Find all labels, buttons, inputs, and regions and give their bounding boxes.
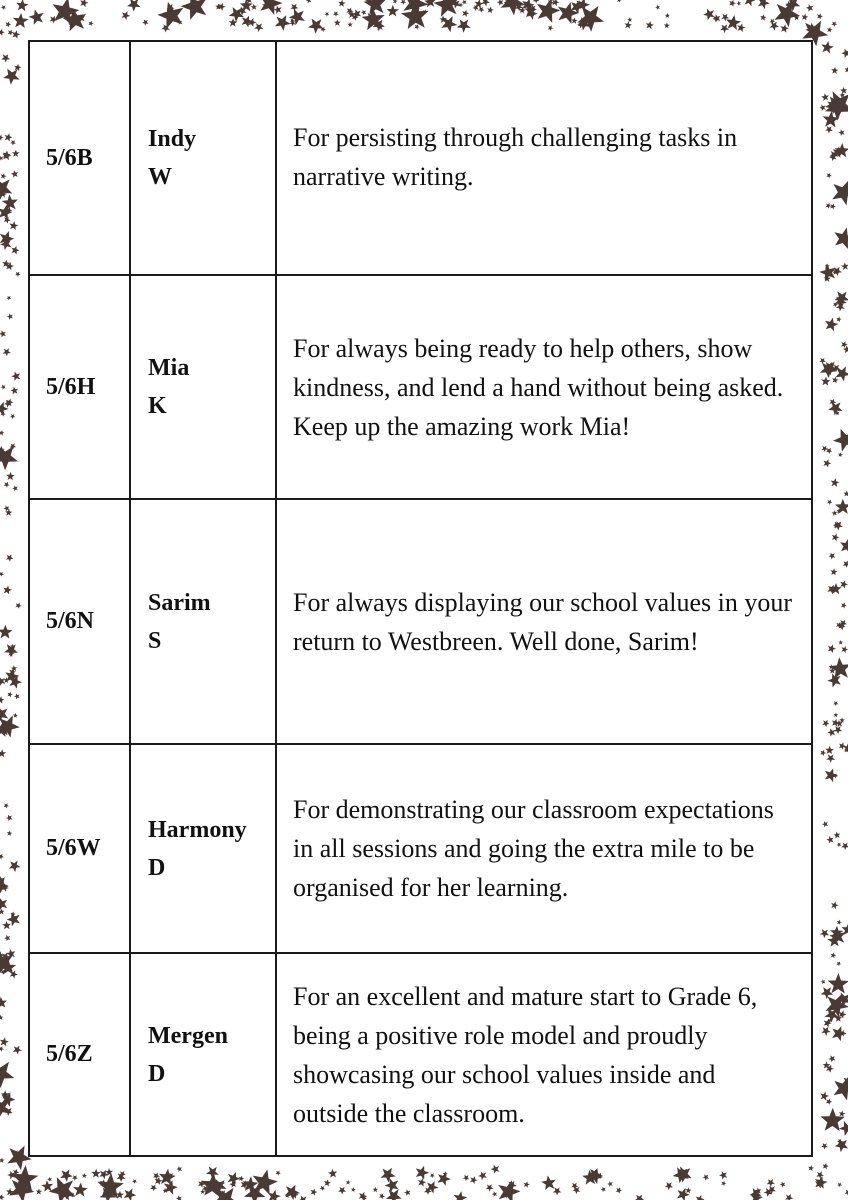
star-icon (0, 1015, 3, 1020)
star-icon (400, 0, 406, 5)
star-icon (1, 5, 6, 10)
star-icon (386, 1189, 402, 1200)
star-icon (324, 1179, 331, 1186)
star-icon (837, 1183, 842, 1188)
award-row (29, 499, 812, 744)
star-icon (10, 140, 16, 146)
award-row (29, 41, 812, 275)
star-icon (827, 673, 841, 687)
student-first-name: Mergen (148, 1022, 228, 1049)
star-icon (601, 1187, 606, 1192)
star-icon (820, 1092, 829, 1101)
star-icon (828, 1055, 835, 1062)
star-icon (41, 1180, 53, 1192)
star-icon (808, 1165, 814, 1171)
star-icon (833, 832, 840, 839)
star-icon (821, 41, 834, 54)
star-icon (290, 4, 298, 12)
star-icon (11, 246, 19, 255)
star-icon (311, 1189, 318, 1196)
student-name (130, 953, 276, 1156)
star-icon (373, 1187, 379, 1192)
star-icon (840, 538, 848, 553)
student-initial: D (148, 854, 166, 881)
star-icon (14, 64, 21, 71)
star-icon (839, 742, 846, 749)
star-icon (157, 2, 183, 29)
student-name (130, 744, 276, 953)
star-icon (0, 135, 4, 141)
star-icon (548, 25, 554, 31)
star-icon (0, 909, 4, 915)
star-icon (13, 13, 29, 28)
star-icon (837, 842, 842, 847)
star-icon (328, 1169, 337, 1178)
star-icon (6, 472, 15, 480)
star-icon (50, 16, 58, 24)
star-icon (3, 69, 20, 85)
star-icon (831, 952, 837, 958)
star-icon (463, 1175, 470, 1182)
star-icon (617, 0, 622, 3)
star-icon (486, 1184, 494, 1192)
star-icon (361, 10, 366, 16)
star-icon (825, 318, 838, 332)
star-icon (320, 1186, 325, 1191)
star-icon (481, 0, 490, 6)
star-icon (91, 1169, 100, 1178)
star-icon (821, 93, 829, 101)
star-icon (826, 754, 835, 763)
star-icon (0, 1062, 14, 1088)
star-icon (347, 22, 352, 27)
star-icon (150, 1185, 157, 1192)
class-code: 5/6N (29, 499, 130, 744)
star-icon (306, 0, 312, 3)
star-icon (664, 22, 670, 28)
star-icon (60, 1169, 73, 1181)
star-icon (780, 1182, 786, 1188)
star-icon (828, 644, 836, 653)
award-row (29, 953, 812, 1156)
star-icon (7, 692, 12, 698)
star-icon (821, 987, 834, 999)
star-icon (841, 602, 847, 608)
star-icon (0, 1046, 4, 1052)
star-icon (826, 836, 833, 844)
star-icon (346, 1180, 351, 1185)
star-icon (127, 0, 141, 12)
star-icon (573, 1187, 581, 1195)
class-code: 5/6W (29, 744, 130, 953)
star-icon (491, 1165, 500, 1174)
star-icon (6, 554, 14, 561)
star-icon (387, 5, 399, 17)
star-icon (478, 7, 484, 13)
star-icon (4, 803, 10, 809)
star-icon (414, 24, 420, 30)
student-initial: S (148, 627, 162, 654)
star-icon (0, 854, 4, 860)
star-icon (758, 0, 770, 9)
star-icon (285, 1185, 300, 1200)
star-icon (825, 126, 833, 134)
star-icon (6, 815, 12, 822)
star-icon (821, 1143, 828, 1150)
star-icon (828, 973, 848, 994)
star-icon (696, 1195, 705, 1200)
star-icon (1, 385, 6, 390)
star-icon (828, 402, 842, 416)
star-icon (829, 553, 836, 560)
star-icon (646, 21, 654, 29)
student-first-name: Sarim (148, 589, 211, 616)
star-icon (164, 1180, 178, 1194)
star-icon (10, 414, 16, 419)
star-icon (457, 19, 471, 32)
star-icon (7, 831, 13, 837)
star-icon (9, 221, 18, 230)
star-icon (0, 749, 6, 757)
star-icon (713, 14, 721, 22)
star-icon (571, 17, 577, 23)
star-icon (80, 0, 88, 7)
star-icon (744, 0, 755, 6)
star-icon (665, 13, 670, 18)
student-initial: K (148, 393, 167, 419)
star-icon (720, 24, 729, 33)
class-code: 5/6B (29, 41, 130, 275)
star-icon (0, 572, 4, 577)
star-icon (12, 150, 20, 157)
star-icon (820, 1108, 844, 1131)
star-icon (806, 4, 813, 12)
star-icon (142, 19, 149, 26)
star-icon (729, 0, 736, 7)
star-icon (251, 4, 257, 10)
star-icon (832, 180, 848, 205)
star-icon (0, 1158, 5, 1163)
star-icon (418, 1178, 426, 1187)
star-icon (200, 1189, 205, 1194)
star-icon (82, 1173, 87, 1178)
star-icon (434, 0, 459, 17)
star-icon (839, 717, 845, 722)
star-icon (830, 568, 837, 575)
star-icon (840, 580, 848, 588)
star-icon (2, 921, 11, 929)
star-icon (821, 979, 826, 984)
star-icon (703, 1174, 710, 1181)
star-icon (0, 677, 5, 686)
star-icon (827, 500, 833, 505)
star-icon (12, 30, 20, 39)
star-icon (840, 87, 847, 94)
star-icon (15, 603, 21, 609)
student-initial: D (148, 1060, 166, 1087)
star-icon (838, 452, 843, 457)
star-icon (487, 7, 494, 14)
star-icon (334, 19, 341, 26)
star-icon (841, 843, 848, 851)
star-icon (462, 0, 467, 5)
star-icon (831, 478, 840, 487)
star-icon (625, 21, 633, 29)
star-icon (823, 1163, 829, 1170)
star-icon (770, 22, 780, 31)
star-icon (665, 1182, 673, 1190)
award-reason: For always displaying our school values in your return to Westbreen. Well done, Sarim! (276, 499, 812, 744)
star-icon (7, 313, 13, 319)
star-icon (0, 330, 6, 337)
award-reason: For demonstrating our classroom expectations in all sessions and going the extra mile to be organised for her learning. (276, 744, 812, 953)
star-icon (0, 29, 5, 36)
star-icon (825, 746, 834, 755)
star-icon (820, 750, 826, 756)
student-initial: W (148, 164, 172, 190)
star-icon (826, 173, 832, 179)
star-icon (829, 657, 848, 679)
star-icon (607, 1181, 612, 1187)
award-reason: For always being ready to help others, show kindness, and lend a hand without being asked. Keep up the amazing work Mia! (276, 275, 812, 499)
star-icon (5, 133, 13, 141)
star-icon (73, 1182, 88, 1196)
star-icon (454, 1191, 468, 1200)
star-icon (176, 1166, 182, 1172)
star-icon (47, 1177, 52, 1182)
student-first-name: Harmony (148, 816, 247, 843)
star-icon (338, 0, 346, 7)
star-icon (430, 1173, 435, 1178)
star-icon (635, 1195, 644, 1200)
star-icon (833, 429, 848, 452)
star-icon (830, 204, 836, 210)
star-icon (819, 104, 826, 111)
star-icon (0, 430, 4, 436)
star-icon (833, 713, 838, 718)
star-icon (497, 0, 504, 6)
award-row (29, 275, 812, 499)
star-icon (844, 66, 848, 73)
star-icon (827, 728, 835, 736)
star-icon (470, 1176, 478, 1184)
star-icon (275, 15, 291, 31)
star-icon (767, 1179, 775, 1187)
star-icon (393, 0, 398, 4)
class-code: 5/6Z (29, 953, 130, 1156)
star-icon (827, 27, 833, 33)
star-icon (533, 0, 540, 4)
student-name (130, 41, 276, 275)
star-icon (478, 1171, 487, 1180)
star-icon (492, 1191, 497, 1197)
star-icon (838, 129, 844, 136)
star-icon (822, 720, 830, 727)
star-icon (816, 1171, 824, 1179)
star-icon (0, 696, 5, 704)
star-icon (3, 348, 11, 356)
award-row (29, 744, 812, 953)
star-icon (835, 499, 848, 514)
star-icon (760, 14, 766, 21)
star-icon (736, 1, 741, 6)
star-icon (832, 377, 839, 384)
star-icon (832, 510, 838, 516)
star-icon (843, 345, 848, 353)
star-icon (785, 1194, 793, 1200)
star-icon (5, 21, 11, 27)
star-icon (616, 1187, 623, 1194)
star-icon (841, 49, 848, 58)
student-name (130, 275, 276, 499)
star-icon (780, 24, 789, 33)
class-code: 5/6H (29, 275, 130, 499)
star-icon (10, 387, 18, 395)
star-icon (11, 170, 18, 178)
star-icon (121, 11, 130, 20)
star-icon (13, 713, 18, 718)
star-icon (268, 1190, 281, 1200)
star-icon (843, 490, 848, 496)
star-icon (29, 9, 44, 24)
star-icon (737, 23, 746, 32)
star-icon (381, 1168, 396, 1183)
star-icon (655, 5, 660, 10)
star-icon (821, 1027, 830, 1036)
star-icon (537, 0, 561, 23)
star-icon (14, 693, 20, 699)
star-icon (333, 11, 339, 17)
star-icon (685, 1187, 691, 1193)
star-icon (0, 897, 7, 910)
star-icon (1, 54, 10, 62)
star-icon (839, 1121, 848, 1136)
star-icon (0, 997, 7, 1008)
star-icon (12, 485, 18, 491)
star-icon (822, 821, 828, 827)
star-icon (88, 21, 93, 26)
star-icon (0, 625, 12, 639)
star-icon (338, 1187, 346, 1195)
star-icon (308, 19, 324, 34)
star-icon (298, 1196, 307, 1200)
star-icon (541, 1175, 556, 1190)
star-icon (1, 173, 7, 179)
star-icon (0, 1194, 5, 1200)
star-icon (524, 1181, 530, 1188)
star-icon (837, 920, 842, 925)
star-icon (351, 1187, 356, 1192)
star-icon (364, 0, 387, 15)
star-icon (49, 1177, 75, 1200)
awards-table (28, 40, 813, 1157)
star-icon (841, 262, 848, 270)
star-icon (823, 459, 831, 467)
star-icon (726, 15, 741, 30)
star-icon (11, 372, 20, 381)
star-icon (124, 1189, 137, 1200)
star-icon (9, 861, 21, 873)
star-icon (817, 13, 823, 19)
star-icon (831, 67, 838, 74)
star-icon (36, 1188, 42, 1194)
star-icon (0, 1037, 9, 1046)
star-icon (176, 1195, 182, 1200)
star-icon (721, 1181, 726, 1186)
star-icon (821, 377, 830, 386)
star-icon (4, 935, 10, 942)
star-icon (820, 929, 829, 938)
star-icon (826, 1099, 832, 1105)
star-icon (838, 640, 843, 645)
star-icon (385, 1178, 399, 1193)
star-icon (13, 1046, 22, 1055)
student-first-name: Indy (148, 126, 197, 152)
star-icon (845, 1189, 848, 1196)
star-icon (0, 205, 13, 220)
star-icon (0, 156, 3, 161)
student-name (130, 499, 276, 744)
star-icon (275, 1171, 281, 1176)
star-icon (719, 1171, 727, 1180)
star-icon (831, 901, 839, 909)
star-icon (401, 2, 429, 29)
student-first-name: Mia (148, 355, 190, 381)
star-icon (404, 1189, 411, 1196)
star-icon (132, 1179, 137, 1184)
star-icon (15, 272, 21, 278)
star-icon (834, 726, 843, 734)
star-icon (627, 17, 632, 22)
star-icon (72, 1175, 78, 1181)
star-icon (4, 482, 10, 488)
star-icon (254, 23, 263, 32)
star-icon (274, 6, 282, 14)
star-icon (3, 586, 12, 595)
star-icon (833, 701, 838, 706)
star-icon (0, 446, 18, 470)
star-icon (831, 21, 837, 27)
star-icon (842, 646, 848, 653)
star-icon (832, 1026, 847, 1041)
star-icon (416, 1166, 429, 1180)
star-icon (835, 1139, 848, 1153)
star-icon (206, 1167, 219, 1179)
star-icon (839, 1110, 846, 1117)
star-icon (16, 0, 28, 11)
star-icon (379, 1193, 385, 1199)
star-icon (832, 533, 840, 541)
star-icon (324, 12, 329, 17)
star-icon (843, 561, 848, 568)
star-icon (462, 10, 469, 17)
star-icon (836, 316, 842, 322)
star-icon (819, 358, 826, 364)
award-reason: For persisting through challenging tasks in narrative writing. (276, 41, 812, 275)
star-icon (835, 366, 848, 381)
star-icon (181, 0, 207, 20)
star-icon (7, 296, 12, 301)
star-icon (260, 0, 282, 15)
star-icon (836, 961, 841, 966)
award-reason: For an excellent and mature start to Grade 6, being a positive role model and proudly showcasing our school values inside and outside the classroom. (276, 953, 812, 1156)
star-icon (802, 14, 809, 21)
